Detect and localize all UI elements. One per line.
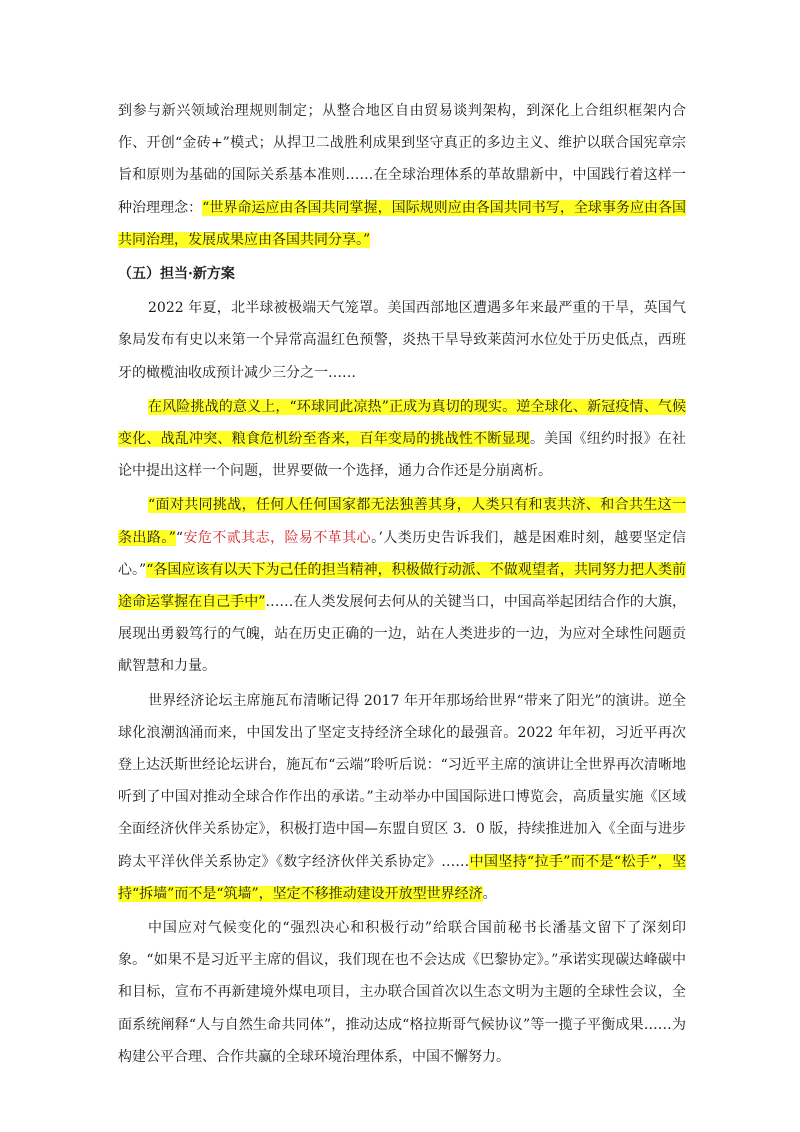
body-text: 。 bbox=[482, 885, 497, 902]
highlighted-text: 中国坚持“拉手”而不是“松手”，坚持“拆墙”而不是“筑墙”，坚定不移推动建设开放型世界经济 bbox=[118, 853, 686, 902]
body-text: 。美国《纽约时报》在社论中提出这样一个问题，世界要做一个选择，通力合作还是分崩离析。 bbox=[118, 431, 687, 480]
section-heading: （五）担当·新方案 bbox=[118, 266, 235, 283]
highlighted-text: “各国应该有以天下为己任的担当精神，积极做行动派、不做观望者，共同努力把人类前途命运掌握在自己手中” bbox=[118, 561, 686, 611]
highlighted-text: “世界命运应由各国共同掌握，国际规则应由各国共同书写，全球事务应由各国共同治理，发展成果应由各国共同分享。” bbox=[118, 199, 687, 248]
paragraph-world-economic-forum bbox=[118, 685, 686, 910]
body-text: 。’人类历史告诉我们，越是困难时刻，越要坚定信心。” bbox=[118, 529, 687, 578]
paragraph-extreme-weather bbox=[118, 292, 686, 389]
body-text: 世界经济论坛主席施瓦布清晰记得 2017 年开年那场给世界“带来了阳光”的演讲。逆全球化浪潮汹涌而来，中国发出了坚定支持经济全球化的最强音。2022 年年初，习近平再次登上达沃斯世经论坛讲台，施瓦布“云端”聆听后说：“习近平主席的演讲让全世界再次清晰地听到了中国对推动全球合作作出的承诺。”主动举办中国国际进口博览会，高质量实施《区域全面经济伙伴关系协定》，积极打造中国—东盟自贸区 3．0 版，持续推进加入《全面与进步跨太平洋伙伴关系协定》《数字经济伙伴关系协定》…… bbox=[118, 692, 686, 870]
body-text: 到参与新兴领域治理规则制定；从整合地区自由贸易谈判架构，到深化上合组织框架内合作、开创“金砖+”模式；从捍卫二战胜利成果到坚守真正的多边主义、维护以联合国宪章宗旨和原则为基础的国际关系基本准则……在全球治理体系的革故鼎新中，中国践行着这样一种治理理念： bbox=[118, 103, 686, 216]
red-quote-text: 安危不贰其志，险易不革其心 bbox=[183, 529, 372, 546]
body-text: 中国应对气候变化的“强烈决心和积极行动”给联合国前秘书长潘基文留下了深刻印象。“如果不是习近平主席的倡议，我们现在也不会达成《巴黎协定》。”承诺实现碳达峰碳中和目标，宣布不再新建境外煤电项目，主办联合国首次以生态文明为主题的全球性会议，全面系统阐释“人与自然生命共同体”，推动达成“格拉斯哥气候协议”等一揽子平衡成果……为构建公平合理、合作共赢的全球环境治理体系，中国不懈努力。 bbox=[118, 920, 686, 1065]
highlighted-text: “面对共同挑战，任何人任何国家都无法独善其身，人类只有和衷共济、和合共生这一条出路。” bbox=[118, 497, 686, 546]
body-text: ……在人类发展何去何从的关键当口，中国高举起团结合作的大旗，展现出勇毅笃行的气魄，站在历史正确的一边，站在人类进步的一边，为应对全球性问题贡献智慧和力量。 bbox=[118, 594, 686, 675]
paragraph-climate-change bbox=[118, 912, 686, 1073]
paragraph-common-challenges bbox=[118, 489, 686, 682]
body-text: 2022 年夏，北半球被极端天气笼罩。美国西部地区遭遇多年来最严重的干旱，英国气象局发布有史以来第一个异常高温红色预警，炎热干旱导致莱茵河水位处于历史低点，西班牙的橄榄油收成预计减少三分之一…… bbox=[118, 300, 686, 381]
paragraph-risk-challenges bbox=[118, 391, 686, 488]
paragraph-global-governance bbox=[118, 95, 686, 256]
body-text: “ bbox=[175, 529, 184, 546]
document-body bbox=[118, 95, 686, 1075]
highlighted-text: 在风险挑战的意义上，“环球同此凉热”正成为真切的现实。逆全球化、新冠疫情、气候变化、战乱冲突、粮食危机纷至沓来，百年变局的挑战性不断显现 bbox=[118, 398, 686, 448]
